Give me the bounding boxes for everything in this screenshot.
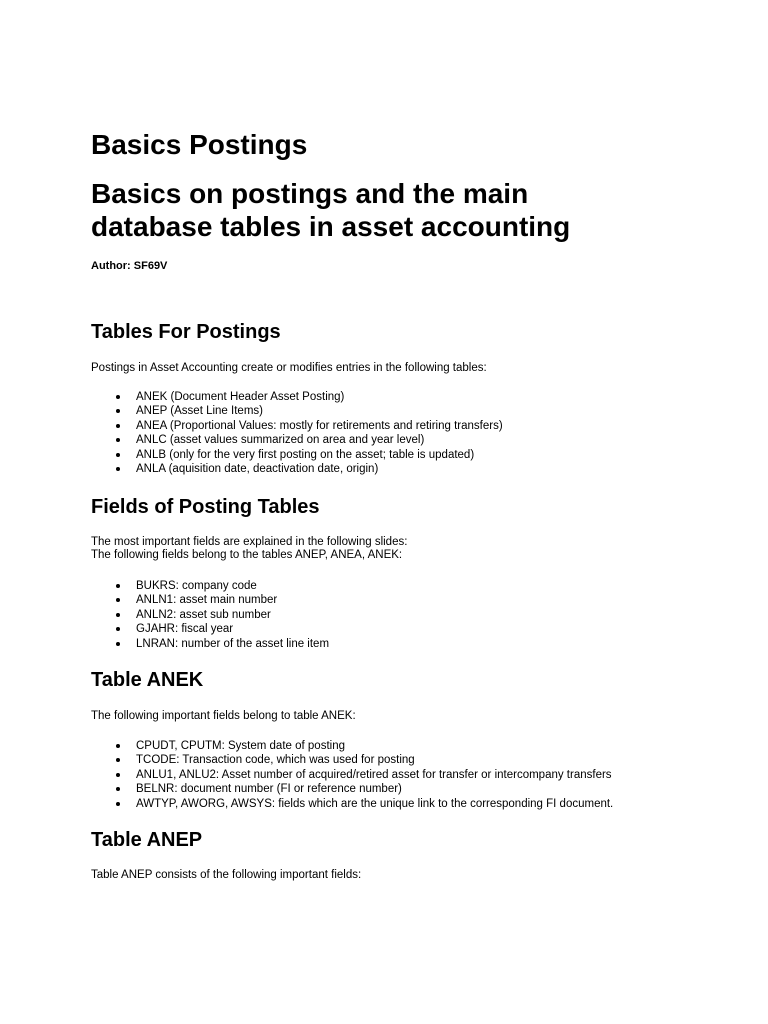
section-heading-table-anek: Table ANEK <box>91 669 204 691</box>
bullet-icon <box>116 598 120 602</box>
list-item: ANLU1, ANLU2: Asset number of acquired/retired asset for transfer or intercompany transfers <box>91 768 613 782</box>
section-paragraph: Postings in Asset Accounting create or modifies entries in the following tables: <box>91 362 487 374</box>
bullet-icon <box>116 627 120 631</box>
list-item: ANEP (Asset Line Items) <box>91 404 503 418</box>
section-paragraph: Table ANEP consists of the following important fields: <box>91 869 362 881</box>
bullet-icon <box>116 642 120 646</box>
list-item: GJAHR: fiscal year <box>91 622 329 636</box>
bullet-icon <box>116 438 120 442</box>
list-item: ANEA (Proportional Values: mostly for retirements and retiring transfers) <box>91 419 503 433</box>
list-item: CPUDT, CPUTM: System date of posting <box>91 739 613 753</box>
document-subtitle: Basics on postings and the main database tables in asset accounting <box>91 178 571 242</box>
author-line: Author: SF69V <box>91 260 168 272</box>
bullet-icon <box>116 773 120 777</box>
bullet-list-fields-of-posting-tables <box>91 579 329 651</box>
list-item: TCODE: Transaction code, which was used for posting <box>91 753 613 767</box>
list-item: LNRAN: number of the asset line item <box>91 637 329 651</box>
bullet-icon <box>116 467 120 471</box>
section-heading-table-anep: Table ANEP <box>91 829 203 851</box>
bullet-icon <box>116 758 120 762</box>
list-item: ANEK (Document Header Asset Posting) <box>91 390 503 404</box>
bullet-icon <box>116 424 120 428</box>
section-heading-tables-for-postings: Tables For Postings <box>91 321 281 343</box>
section-paragraph: The most important fields are explained in the following slides: <box>91 536 408 548</box>
bullet-list-tables-for-postings <box>91 390 503 476</box>
bullet-icon <box>116 613 120 617</box>
list-item: ANLA (aquisition date, deactivation date, origin) <box>91 462 503 476</box>
bullet-list-table-anek <box>91 739 613 811</box>
bullet-icon <box>116 787 120 791</box>
bullet-icon <box>116 802 120 806</box>
bullet-icon <box>116 453 120 457</box>
list-item: BUKRS: company code <box>91 579 329 593</box>
bullet-icon <box>116 744 120 748</box>
list-item: AWTYP, AWORG, AWSYS: fields which are the unique link to the corresponding FI document. <box>91 797 613 811</box>
list-item: ANLC (asset values summarized on area and year level) <box>91 433 503 447</box>
bullet-icon <box>116 584 120 588</box>
section-paragraph: The following fields belong to the tables ANEP, ANEA, ANEK: <box>91 549 403 561</box>
list-item: ANLN1: asset main number <box>91 593 329 607</box>
list-item: ANLN2: asset sub number <box>91 608 329 622</box>
section-heading-fields-of-posting-tables: Fields of Posting Tables <box>91 496 320 518</box>
bullet-icon <box>116 395 120 399</box>
bullet-icon <box>116 409 120 413</box>
list-item: ANLB (only for the very first posting on the asset; table is updated) <box>91 448 503 462</box>
section-paragraph: The following important fields belong to table ANEK: <box>91 710 356 722</box>
list-item: BELNR: document number (FI or reference number) <box>91 782 613 796</box>
document-title: Basics Postings <box>91 129 308 160</box>
